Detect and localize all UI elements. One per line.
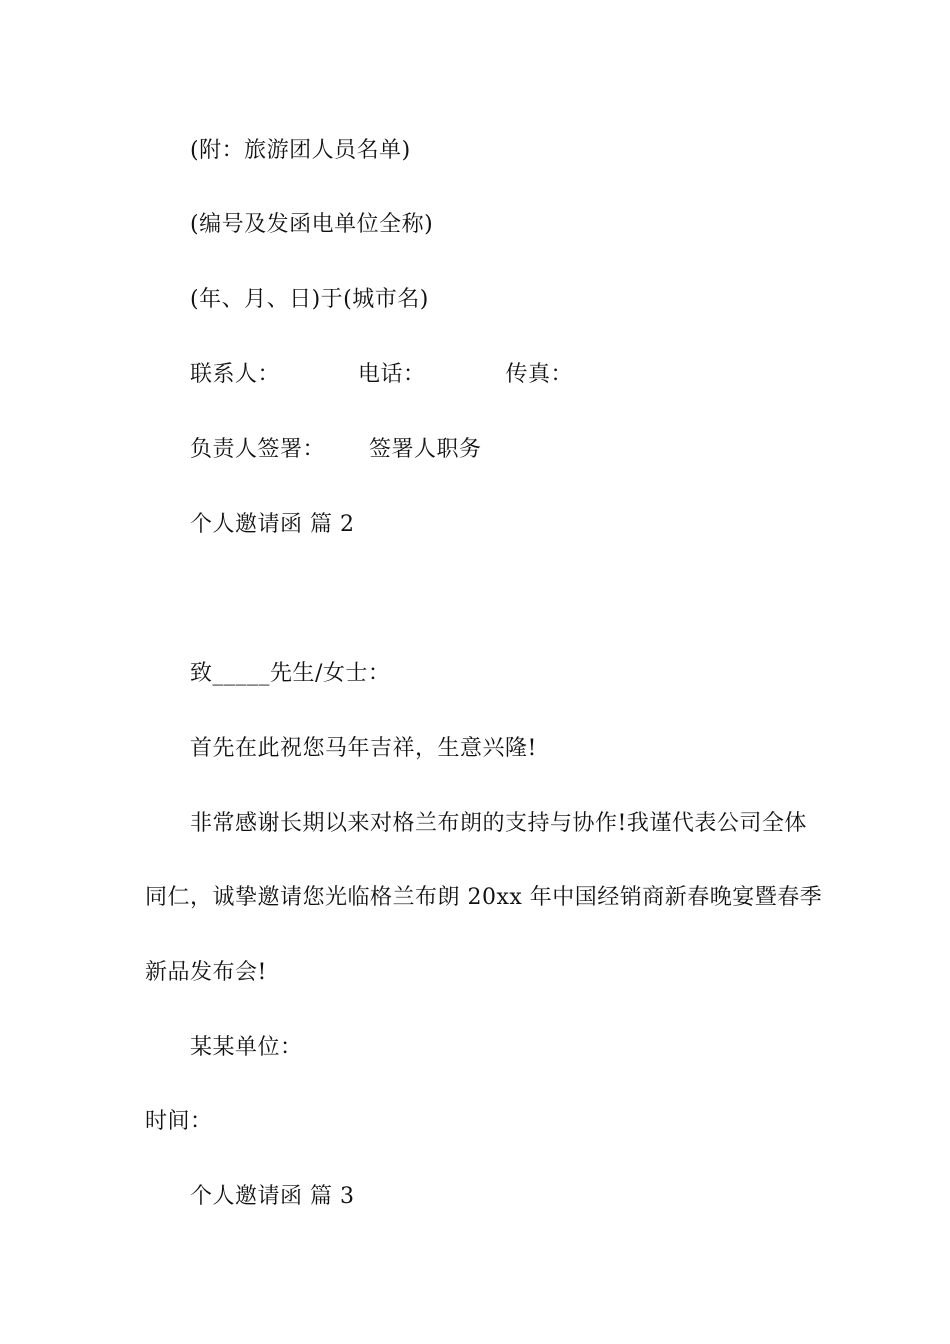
- phone-label: 电话：: [358, 362, 426, 387]
- date-place-line: (年、月、日)于(城市名): [190, 287, 429, 312]
- signer-title-label: 签署人职务: [369, 437, 482, 462]
- contact-line: [190, 360, 573, 390]
- greeting-line: 首先在此祝您马年吉祥，生意兴隆!: [190, 736, 537, 761]
- body-line-3: 新品发布会!: [145, 960, 267, 985]
- salutation-line: 致_____先生/女士：: [190, 661, 391, 686]
- body-line-1: 非常感谢长期以来对格兰布朗的支持与协作!我谨代表公司全体: [190, 811, 807, 836]
- signer-line: [190, 435, 482, 465]
- body-line-2: 同仁，诚挚邀请您光临格兰布朗 20xx 年中国经销商新春晚宴暨春季: [145, 885, 823, 910]
- section-heading-3: 个人邀请函 篇 3: [190, 1184, 355, 1209]
- section-heading-2: 个人邀请函 篇 2: [190, 512, 355, 537]
- issuer-line: (编号及发函电单位全称): [190, 212, 434, 237]
- time-line: 时间：: [145, 1109, 213, 1134]
- signer-label: 负责人签署：: [190, 437, 326, 462]
- fax-label: 传真：: [505, 362, 574, 387]
- attachment-line: (附：旅游团人员名单): [190, 138, 411, 163]
- unit-line: 某某单位：: [190, 1035, 303, 1060]
- contact-label: 联系人：: [190, 362, 281, 387]
